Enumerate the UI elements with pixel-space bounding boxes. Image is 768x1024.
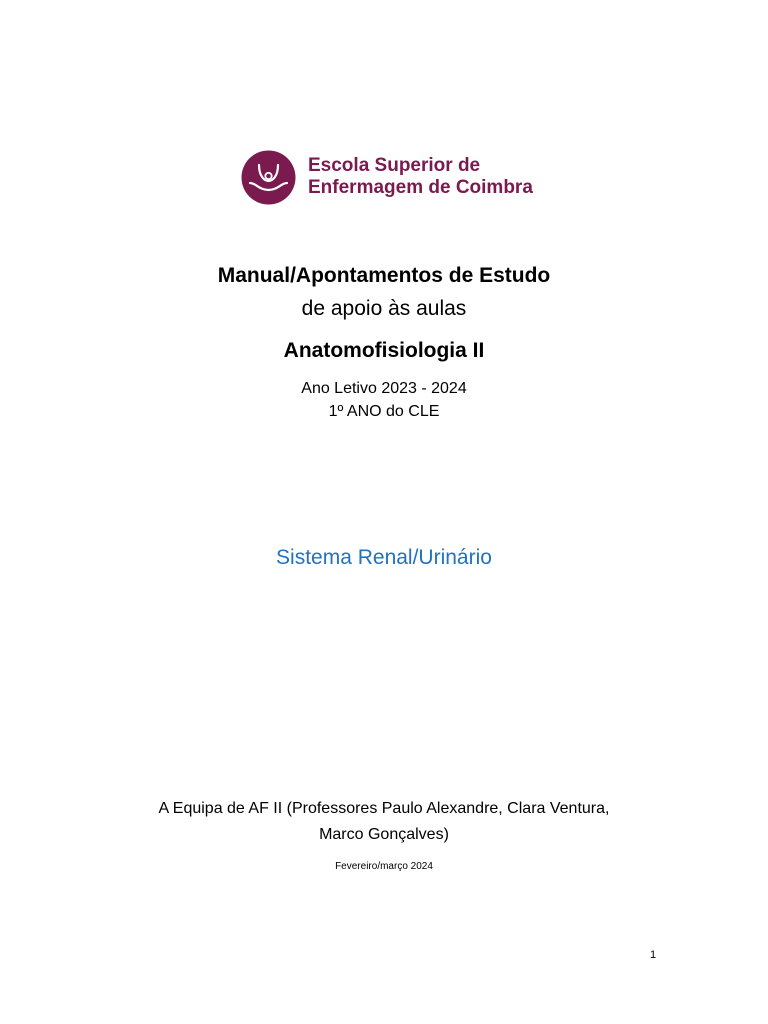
school-name-line1: Escola Superior de <box>308 155 481 176</box>
topic-heading: Sistema Renal/Urinário <box>276 546 492 569</box>
course-grade: 1º ANO do CLE <box>328 403 440 420</box>
team-line-2: Marco Gonçalves) <box>319 826 449 843</box>
course-name: Anatomofisiologia II <box>283 339 485 362</box>
school-name-line2: Enfermagem de Coimbra <box>308 177 533 198</box>
team-line-1: A Equipa de AF II (Professores Paulo Alexandre, Clara Ventura, <box>158 800 610 817</box>
school-logo <box>241 149 531 205</box>
page-number: 1 <box>650 949 657 961</box>
escola-emblem-icon <box>241 150 296 205</box>
academic-year: Ano Letivo 2023 - 2024 <box>301 380 467 397</box>
document-title: Manual/Apontamentos de Estudo <box>217 264 551 287</box>
document-date: Fevereiro/março 2024 <box>335 861 433 872</box>
document-subtitle: de apoio às aulas <box>301 297 467 320</box>
school-name <box>308 155 533 199</box>
